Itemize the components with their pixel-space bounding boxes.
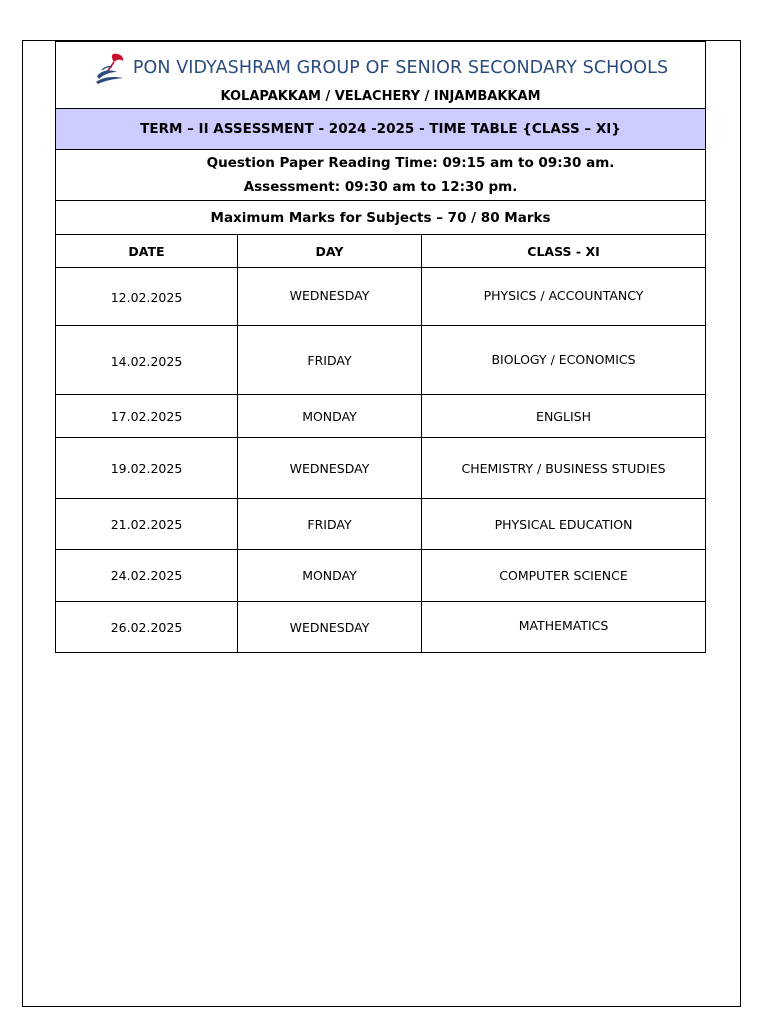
term-title: TERM – II ASSESSMENT - 2024 -2025 - TIME TABLE {CLASS – XI} — [56, 109, 706, 150]
row-date: 12.02.2025 — [56, 268, 238, 326]
row-date: 14.02.2025 — [56, 326, 238, 395]
table-row — [56, 326, 706, 395]
row-subject: COMPUTER SCIENCE — [422, 550, 706, 602]
table-row — [56, 395, 706, 438]
row-date: 21.02.2025 — [56, 499, 238, 550]
row-day: MONDAY — [238, 395, 422, 438]
row-day: MONDAY — [238, 550, 422, 602]
row-subject: PHYSICAL EDUCATION — [422, 499, 706, 550]
school-header — [56, 42, 706, 109]
row-date: 26.02.2025 — [56, 602, 238, 653]
table-row — [56, 499, 706, 550]
branch-list: KOLAPAKKAM / VELACHERY / INJAMBAKKAM — [220, 89, 541, 104]
table-row — [56, 550, 706, 602]
row-date: 19.02.2025 — [56, 438, 238, 499]
timetable-sheet — [55, 41, 705, 653]
timing-info — [56, 150, 706, 201]
row-subject: MATHEMATICS — [422, 602, 706, 653]
row-day: WEDNESDAY — [238, 602, 422, 653]
row-day: FRIDAY — [238, 499, 422, 550]
row-day: WEDNESDAY — [238, 268, 422, 326]
table-row — [56, 438, 706, 499]
column-header-day: DAY — [238, 235, 422, 268]
max-marks: Maximum Marks for Subjects – 70 / 80 Marks — [56, 201, 706, 235]
table-row — [56, 268, 706, 326]
row-date: 17.02.2025 — [56, 395, 238, 438]
row-day: FRIDAY — [238, 326, 422, 395]
column-header-date: DATE — [56, 235, 238, 268]
row-subject: PHYSICS / ACCOUNTANCY — [422, 268, 706, 326]
row-subject: CHEMISTRY / BUSINESS STUDIES — [422, 438, 706, 499]
row-day: WEDNESDAY — [238, 438, 422, 499]
column-header-class: CLASS - XI — [422, 235, 706, 268]
column-header-row — [56, 235, 706, 268]
reading-time: Question Paper Reading Time: 09:15 am to 09:30 am. — [206, 155, 615, 171]
row-subject: BIOLOGY / ECONOMICS — [422, 326, 706, 395]
quill-pen-logo-icon — [93, 50, 129, 86]
table-row — [56, 602, 706, 653]
timetable — [55, 41, 706, 653]
school-name: PON VIDYASHRAM GROUP OF SENIOR SECONDARY SCHOOLS — [132, 58, 669, 78]
row-subject: ENGLISH — [422, 395, 706, 438]
school-title-line — [56, 50, 705, 86]
assessment-time: Assessment: 09:30 am to 12:30 pm. — [243, 179, 518, 195]
row-date: 24.02.2025 — [56, 550, 238, 602]
